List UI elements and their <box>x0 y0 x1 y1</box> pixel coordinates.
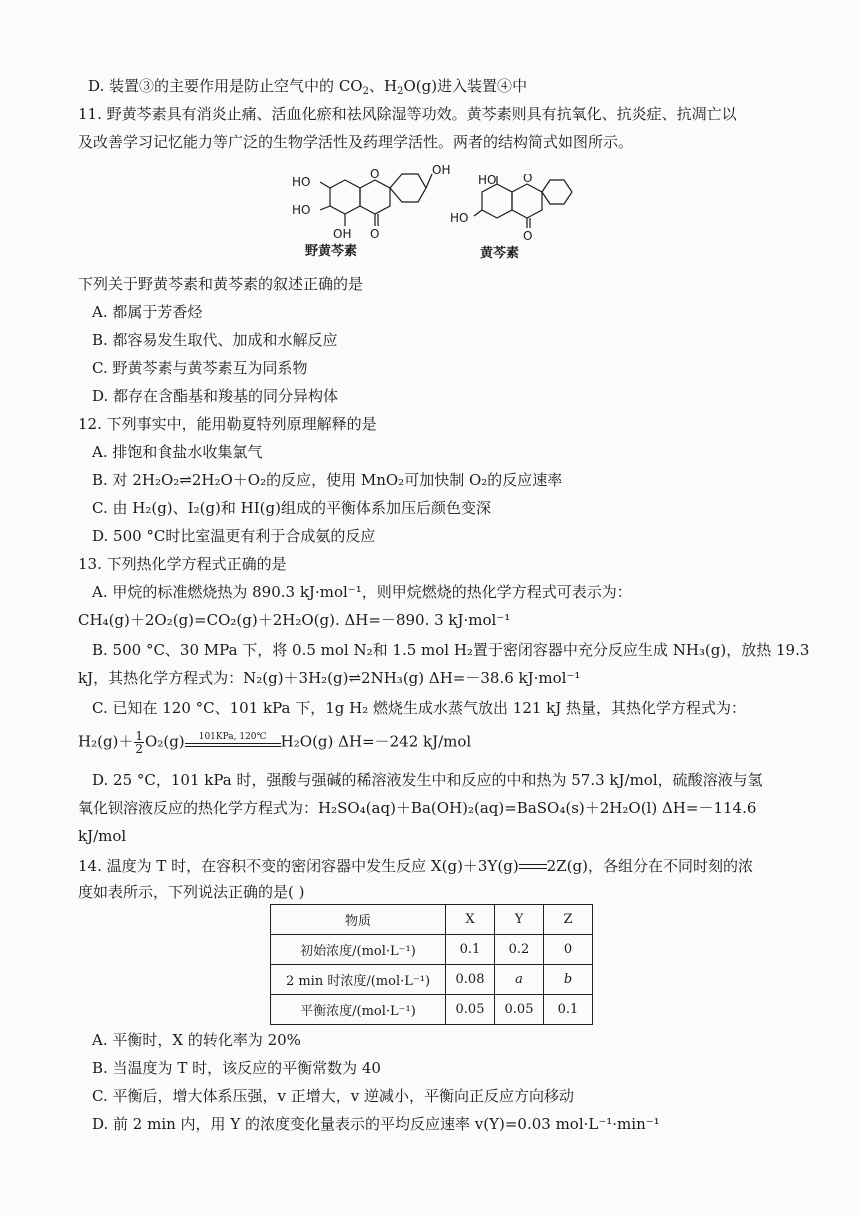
condition-arrow: 101KPa, 120℃ <box>185 733 281 753</box>
q12-option-a: A. 排饱和食盐水收集氯气 <box>92 443 263 461</box>
q13-option-b-line2: kJ，其热化学方程式为：N₂(g)＋3H₂(g)⇌2NH₃(g) ΔH=－38.6 kJ·mol⁻¹ <box>78 669 581 687</box>
q11-stem-line1: 11. 野黄芩素具有消炎止痛、活血化瘀和祛风除湿等功效。黄芩素则具有抗氧化、抗炎症、抗凋亡以 <box>78 105 737 123</box>
table-cell: b <box>544 965 593 995</box>
q13-option-d-line3: kJ/mol <box>78 827 127 845</box>
q12-option-b: B. 对 2H₂O₂⇌2H₂O＋O₂的反应，使用 MnO₂可加快制 O₂的反应速率 <box>92 471 563 489</box>
q13-option-a-line1: A. 甲烷的标准燃烧热为 890.3 kJ·mol⁻¹，则甲烷燃烧的热化学方程式可表示为： <box>92 583 632 601</box>
table-cell: 2 min 时浓度/(mol·L⁻¹) <box>271 965 446 995</box>
ho-label-2: HO <box>292 203 311 217</box>
table-cell: 0 <box>544 935 593 965</box>
table-header-cell: Z <box>544 905 593 935</box>
q13-option-c-line1: C. 已知在 120 °C、101 kPa 下，1g H₂ 燃烧生成水蒸气放出 121 kJ 热量，其热化学方程式为： <box>92 699 747 717</box>
oh-label-bottom: OH <box>333 227 352 241</box>
table-header-cell: Y <box>495 905 544 935</box>
q13-option-a-line2: CH₄(g)＋2O₂(g)=CO₂(g)＋2H₂O(g). ΔH=－890. 3 kJ·mol⁻¹ <box>78 611 511 629</box>
ho-label-1: HO <box>292 175 311 189</box>
baicalein-structure <box>450 174 590 254</box>
q12-option-c: C. 由 H₂(g)、I₂(g)和 HI(g)组成的平衡体系加压后颜色变深 <box>92 499 491 517</box>
table-cell: 初始浓度/(mol·L⁻¹) <box>271 935 446 965</box>
half-fraction: $\frac{1}{2}$ <box>135 729 144 756</box>
table-row <box>271 935 593 965</box>
table-row <box>271 965 593 995</box>
q11-option-c: C. 野黄芩素与黄芩素互为同系物 <box>92 359 308 377</box>
ho-label-4: HO <box>450 211 469 225</box>
q12-option-d: D. 500 °C时比室温更有利于合成氨的反应 <box>92 527 376 545</box>
table-cell: 0.08 <box>446 965 495 995</box>
ring-o-label: O <box>370 167 380 181</box>
q11-option-b: B. 都容易发生取代、加成和水解反应 <box>92 331 338 349</box>
q11-question: 下列关于野黄芩素和黄芩素的叙述正确的是 <box>78 275 364 293</box>
q12-stem: 12. 下列事实中，能用勒夏特列原理解释的是 <box>78 415 377 433</box>
mol2-name: 黄芩素 <box>480 246 520 261</box>
q14-option-a: A. 平衡时，X 的转化率为 20% <box>92 1031 301 1049</box>
q14-stem-line1: 14. 温度为 T 时，在容积不变的密闭容器中发生反应 X(g)＋3Y(g) 2Z(g)，各组分在不同时刻的浓 <box>78 857 753 875</box>
keto-o-label-2: O <box>523 229 533 243</box>
ring-o-label-2: O <box>523 174 533 185</box>
table-cell: a <box>495 965 544 995</box>
q13-option-d-line2: 氧化钡溶液反应的热化学方程式为：H₂SO₄(aq)＋Ba(OH)₂(aq)=BaSO₄(s)＋2H₂O(l) ΔH=－114.6 <box>78 799 757 817</box>
scutellarein-structure <box>290 160 450 252</box>
q13-option-c-equation: H₂(g)＋ $\frac{1}{2}$ O₂(g) 101KPa, 120℃ H₂O(g) ΔH=－242 kJ/mol <box>78 729 472 756</box>
q11-option-d: D. 都存在含酯基和羧基的同分异构体 <box>92 387 339 405</box>
table-cell: 0.05 <box>495 995 544 1025</box>
table-header-cell: X <box>446 905 495 935</box>
ho-label-3: HO <box>478 174 497 187</box>
table-cell: 0.2 <box>495 935 544 965</box>
table-header-cell: 物质 <box>271 905 446 935</box>
keto-o-label: O <box>370 227 380 241</box>
table-row <box>271 995 593 1025</box>
q14-stem-line2: 度如表所示，下列说法正确的是( ) <box>78 883 305 901</box>
q10-option-d: D. 装置③的主要作用是防止空气中的 $CO_2$、$H_2O(g)$进入装置④中 <box>88 77 528 97</box>
concentration-table <box>270 904 593 1025</box>
table-cell: 0.05 <box>446 995 495 1025</box>
table-cell: 0.1 <box>544 995 593 1025</box>
q11-option-a: A. 都属于芳香烃 <box>92 303 203 321</box>
q14-option-d: D. 前 2 min 内，用 Y 的浓度变化量表示的平均反应速率 v(Y)=0.03 mol·L⁻¹·min⁻¹ <box>92 1115 660 1133</box>
mol1-name: 野黄芩素 <box>305 244 358 259</box>
q14-option-c: C. 平衡后，增大体系压强，v 正增大，v 逆减小，平衡向正反应方向移动 <box>92 1087 574 1105</box>
q13-stem: 13. 下列热化学方程式正确的是 <box>78 555 287 573</box>
q11-stem-line2: 及改善学习记忆能力等广泛的生物学活性及药理学活性。两者的结构简式如图所示。 <box>78 133 634 151</box>
oh-label-top: OH <box>432 163 450 177</box>
table-header-row <box>271 905 593 935</box>
q14-option-b: B. 当温度为 T 时，该反应的平衡常数为 40 <box>92 1059 381 1077</box>
table-cell: 平衡浓度/(mol·L⁻¹) <box>271 995 446 1025</box>
q13-option-b-line1: B. 500 °C、30 MPa 下，将 0.5 mol N₂和 1.5 mol H₂置于密闭容器中充分反应生成 NH₃(g)，放热 19.3 <box>92 641 810 659</box>
table-cell: 0.1 <box>446 935 495 965</box>
q13-option-d-line1: D. 25 °C，101 kPa 时，强酸与强碱的稀溶液发生中和反应的中和热为 57.3 kJ/mol，硫酸溶液与氢 <box>92 771 763 789</box>
reversible-arrow <box>519 861 547 873</box>
